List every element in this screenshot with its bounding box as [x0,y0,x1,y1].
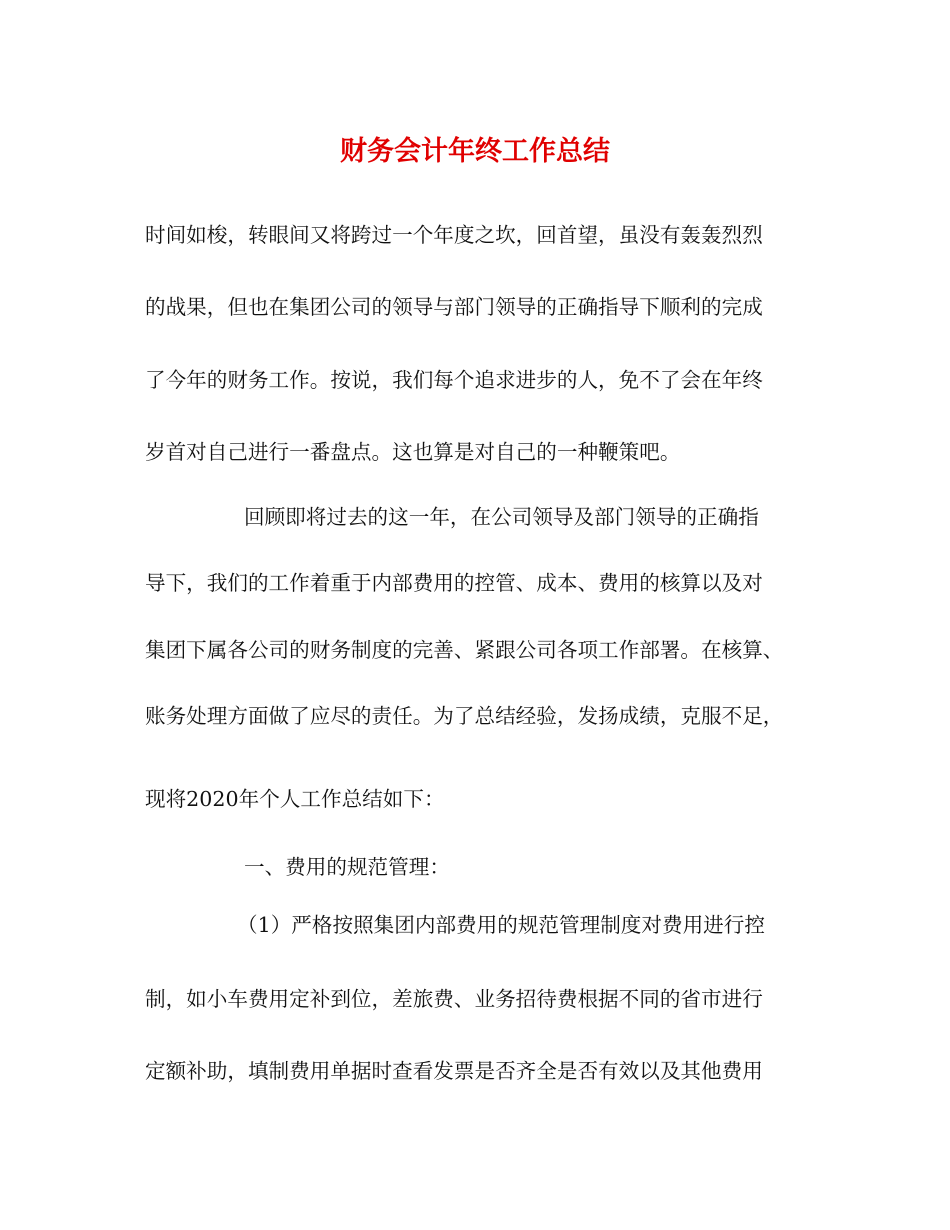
paragraph-line: 岁首对自己进行一番盘点。这也算是对自己的一种鞭策吧。 [145,440,681,464]
paragraph-line: 了今年的财务工作。按说，我们每个追求进步的人，免不了会在年终 [145,368,763,392]
paragraph-line: 的战果，但也在集团公司的领导与部门领导的正确指导下顺利的完成 [145,295,763,319]
paragraph-line: 回顾即将过去的这一年，在公司领导及部门领导的正确指 [244,505,759,529]
section-heading: 一、费用的规范管理： [244,855,450,879]
paragraph-line: （1）严格按照集团内部费用的规范管理制度对费用进行控 [237,913,765,937]
paragraph-line: 账务处理方面做了应尽的责任。为了总结经验，发扬成绩，克服不足， [145,704,784,728]
document-title: 财务会计年终工作总结 [340,136,610,167]
paragraph-line: 集团下属各公司的财务制度的完善、紧跟公司各项工作部署。在核算、 [145,638,784,662]
paragraph-line: 制，如小车费用定补到位，差旅费、业务招待费根据不同的省市进行 [145,987,763,1011]
paragraph-line: 现将2020年个人工作总结如下： [145,787,445,811]
paragraph-line: 导下，我们的工作着重于内部费用的控管、成本、费用的核算以及对 [145,571,763,595]
paragraph-line: 定额补助，填制费用单据时查看发票是否齐全是否有效以及其他费用 [145,1059,763,1083]
paragraph-line: 时间如梭，转眼间又将跨过一个年度之坎，回首望，虽没有轰轰烈烈 [145,223,763,247]
